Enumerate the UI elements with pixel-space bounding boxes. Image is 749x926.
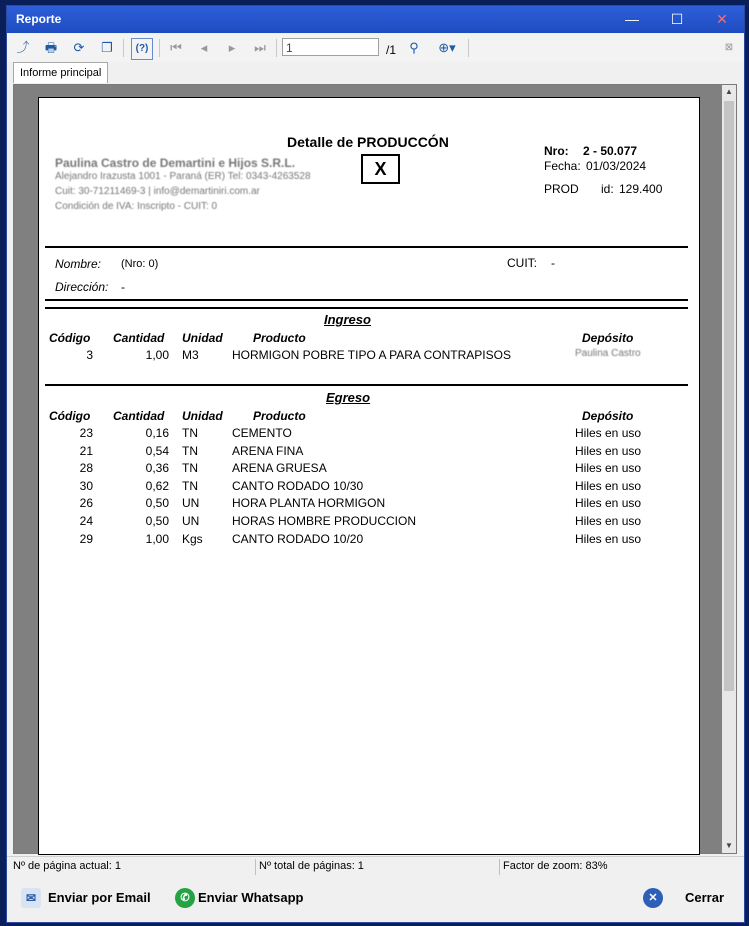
next-page-icon[interactable]: ▸ (228, 40, 236, 55)
nro-label: Nro: (544, 144, 569, 158)
row-deposito: Hiles en uso (575, 496, 642, 510)
company-iva: Condición de IVA: Inscripto - CUIT: 0 (55, 201, 218, 212)
export-icon[interactable]: ⤴ (16, 40, 30, 55)
row-cantidad: 0,62 (145, 479, 169, 493)
row-cantidad: 0,50 (145, 514, 169, 528)
minimize-button[interactable]: — (625, 11, 639, 27)
vertical-scrollbar[interactable] (722, 85, 736, 853)
row-cantidad: 1,00 (145, 348, 169, 362)
close-label: Cerrar (685, 890, 725, 905)
total-pages-status: Nº total de páginas: 1 (259, 860, 364, 872)
scrollbar-thumb[interactable] (724, 101, 734, 691)
row-deposito: Hiles en uso (575, 514, 642, 528)
fecha-value: 01/03/2024 (586, 159, 647, 173)
ingreso-title: Ingreso (324, 312, 371, 327)
zoom-status: Factor de zoom: 83% (503, 860, 608, 872)
row-codigo: 23 (79, 426, 93, 440)
col-deposito: Depósito (582, 409, 634, 423)
egreso-title: Egreso (326, 390, 371, 405)
close-window-button[interactable]: ✕ (716, 11, 728, 27)
email-icon: ✉ (21, 888, 41, 908)
row-producto: ARENA GRUESA (232, 461, 327, 475)
report-viewer (13, 84, 737, 854)
company-contact: Cuit: 30-71211469-3 | info@demartiniri.com.ar (55, 186, 260, 197)
report-title: Detalle de PRODUCCÓN (287, 134, 449, 150)
row-codigo: 24 (79, 514, 93, 528)
row-producto: CEMENTO (232, 426, 292, 440)
col-unidad: Unidad (182, 331, 223, 345)
nro-value: 2 - 50.077 (583, 144, 638, 158)
status-divider (499, 859, 500, 875)
row-deposito: Hiles en uso (575, 532, 642, 546)
window-title: Reporte (16, 12, 62, 26)
scroll-down-icon[interactable]: ▼ (725, 841, 733, 850)
zoom-icon[interactable]: ⊕▾ (438, 40, 456, 55)
row-producto: HORAS HOMBRE PRODUCCION (232, 514, 417, 528)
row-cantidad: 0,16 (145, 426, 169, 440)
col-codigo: Código (49, 409, 91, 423)
row-unidad: TN (182, 426, 198, 440)
row-producto: CANTO RODADO 10/30 (232, 479, 364, 493)
row-deposito: Paulina Castro (575, 348, 641, 359)
row-deposito: Hiles en uso (575, 461, 642, 475)
page-total-label: /1 (386, 43, 397, 57)
report-page (38, 97, 700, 855)
row-codigo: 26 (79, 496, 93, 510)
refresh-icon[interactable]: ⟳ (73, 40, 85, 55)
cuit-label: CUIT: (507, 256, 537, 270)
id-label: id: (601, 182, 614, 196)
col-codigo: Código (49, 331, 91, 345)
report-toolbar (7, 34, 744, 62)
help-icon[interactable]: (?) (131, 38, 153, 60)
report-tabs (7, 62, 744, 84)
row-deposito: Hiles en uso (575, 479, 642, 493)
row-cantidad: 0,54 (145, 444, 169, 458)
col-cantidad: Cantidad (113, 331, 165, 345)
print-icon[interactable]: 🖶 (44, 40, 58, 55)
company-name: Paulina Castro de Demartini e Hijos S.R.L. (55, 156, 296, 170)
client-divider-bottom (45, 307, 688, 309)
row-cantidad: 1,00 (145, 532, 169, 546)
fecha-label: Fecha: (544, 159, 581, 173)
row-codigo: 28 (79, 461, 93, 475)
row-unidad: UN (182, 514, 200, 528)
last-page-icon[interactable]: ⏭ (254, 40, 266, 55)
id-value: 129.400 (619, 182, 663, 196)
row-producto: CANTO RODADO 10/20 (232, 532, 364, 546)
send-email-label: Enviar por Email (48, 890, 151, 905)
client-divider-top (45, 299, 688, 301)
direccion-value: - (121, 280, 125, 294)
company-address: Alejandro Irazusta 1001 - Paraná (ER) Tel: 0343-4263528 (55, 171, 311, 182)
toolbar-separator (159, 39, 160, 57)
tab-informe-principal[interactable]: Informe principal (13, 62, 108, 83)
row-codigo: 21 (79, 444, 93, 458)
row-codigo: 3 (86, 348, 93, 362)
status-divider (255, 859, 256, 875)
col-cantidad: Cantidad (113, 409, 165, 423)
footer-bar (7, 878, 744, 922)
nombre-value: (Nro: 0) (121, 258, 159, 270)
scroll-up-icon[interactable]: ▲ (725, 87, 733, 96)
row-producto: ARENA FINA (232, 444, 304, 458)
row-cantidad: 0,36 (145, 461, 169, 475)
nombre-label: Nombre: (55, 257, 102, 271)
prod-label: PROD (544, 182, 579, 196)
row-unidad: M3 (182, 348, 199, 362)
row-unidad: TN (182, 461, 198, 475)
title-bar (7, 6, 744, 33)
document-letter-box: X (361, 154, 400, 184)
current-page-status: Nº de página actual: 1 (13, 860, 121, 872)
row-codigo: 29 (79, 532, 93, 546)
whatsapp-icon: ✆ (175, 888, 195, 908)
row-cantidad: 0,50 (145, 496, 169, 510)
row-unidad: Kgs (182, 532, 203, 546)
row-codigo: 30 (79, 479, 93, 493)
direccion-label: Dirección: (55, 280, 109, 294)
row-producto: HORA PLANTA HORMIGON (232, 496, 386, 510)
col-deposito: Depósito (582, 331, 634, 345)
page-number-input[interactable]: 1 (282, 38, 379, 56)
egreso-divider (45, 384, 688, 386)
toolbar-separator (276, 39, 277, 57)
row-deposito: Hiles en uso (575, 426, 642, 440)
copy-icon[interactable]: ❐ (101, 40, 113, 55)
header-divider (45, 246, 688, 248)
close-tab-icon[interactable]: ⊠ (724, 42, 734, 53)
status-bar (7, 856, 744, 877)
row-unidad: UN (182, 496, 200, 510)
send-whatsapp-label: Enviar Whatsapp (198, 890, 304, 905)
previous-page-icon[interactable]: ◂ (200, 40, 208, 55)
toolbar-separator (123, 39, 124, 57)
row-unidad: TN (182, 444, 198, 458)
cuit-value: - (551, 256, 555, 270)
row-deposito: Hiles en uso (575, 444, 642, 458)
col-producto: Producto (253, 331, 306, 345)
row-unidad: TN (182, 479, 198, 493)
close-icon: ✕ (643, 888, 663, 908)
find-icon[interactable]: ⚲ (409, 40, 419, 55)
row-producto: HORMIGON POBRE TIPO A PARA CONTRAPISOS (232, 348, 511, 362)
first-page-icon[interactable]: ⏮ (170, 40, 182, 55)
toolbar-separator (468, 39, 469, 57)
report-window (6, 5, 745, 923)
col-producto: Producto (253, 409, 306, 423)
maximize-button[interactable]: ☐ (670, 11, 684, 27)
col-unidad: Unidad (182, 409, 223, 423)
